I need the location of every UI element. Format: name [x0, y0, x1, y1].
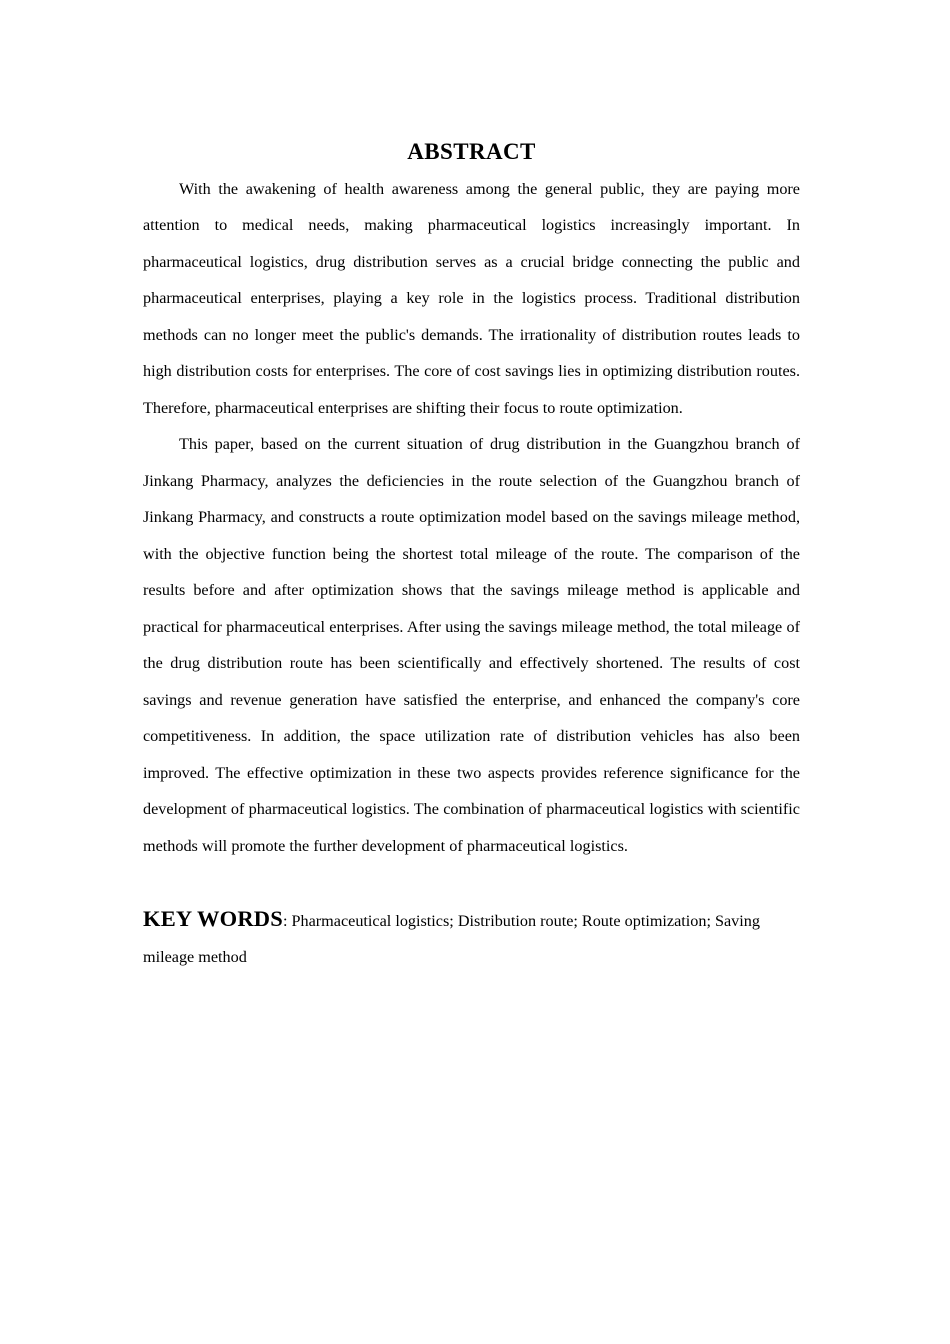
- keywords-label: KEY WORDS: [143, 905, 283, 931]
- keywords-separator: :: [282, 911, 292, 930]
- abstract-paragraph-2: This paper, based on the current situation of drug distribution in the Guangzhou branch of Jinkang Pharmacy, analyzes the deficiencies in the route selection of the Guangzhou branch of Jinkang Pharmacy, and constructs a route optimization model based on the savings mileage method, with the objective function being the shortest total mileage of the route. The comparison of the results before and after optimization shows that the savings mileage method is applicable and practical for pharmaceutical enterprises. After using the savings mileage method, the total mileage of the drug distribution route has been scientifically and effectively shortened. The results of cost savings and revenue generation have satisfied the enterprise, and enhanced the company's core competitiveness. In addition, the space utilization rate of distribution vehicles has also been improved. The effective optimization in these two aspects provides reference significance for the development of pharmaceutical logistics. The combination of pharmaceutical logistics with scientific methods will promote the further development of pharmaceutical logistics.: [143, 435, 800, 855]
- page-title: ABSTRACT: [407, 139, 536, 164]
- page-content: [143, 134, 800, 976]
- keywords-terms: Pharmaceutical logistics; Distribution route; Route optimization; Saving mileage method: [143, 911, 760, 966]
- abstract-paragraph-1: With the awakening of health awareness among the general public, they are paying more attention to medical needs, making pharmaceutical logistics increasingly important. In pharmaceutical logistics, drug distribution serves as a crucial bridge connecting the public and pharmaceutical enterprises, playing a key role in the logistics process. Traditional distribution methods can no longer meet the public's demands. The irrationality of distribution routes leads to high distribution costs for enterprises. The core of cost savings lies in optimizing distribution routes. Therefore, pharmaceutical enterprises are shifting their focus to route optimization.: [143, 179, 800, 417]
- keywords-section: [143, 901, 813, 976]
